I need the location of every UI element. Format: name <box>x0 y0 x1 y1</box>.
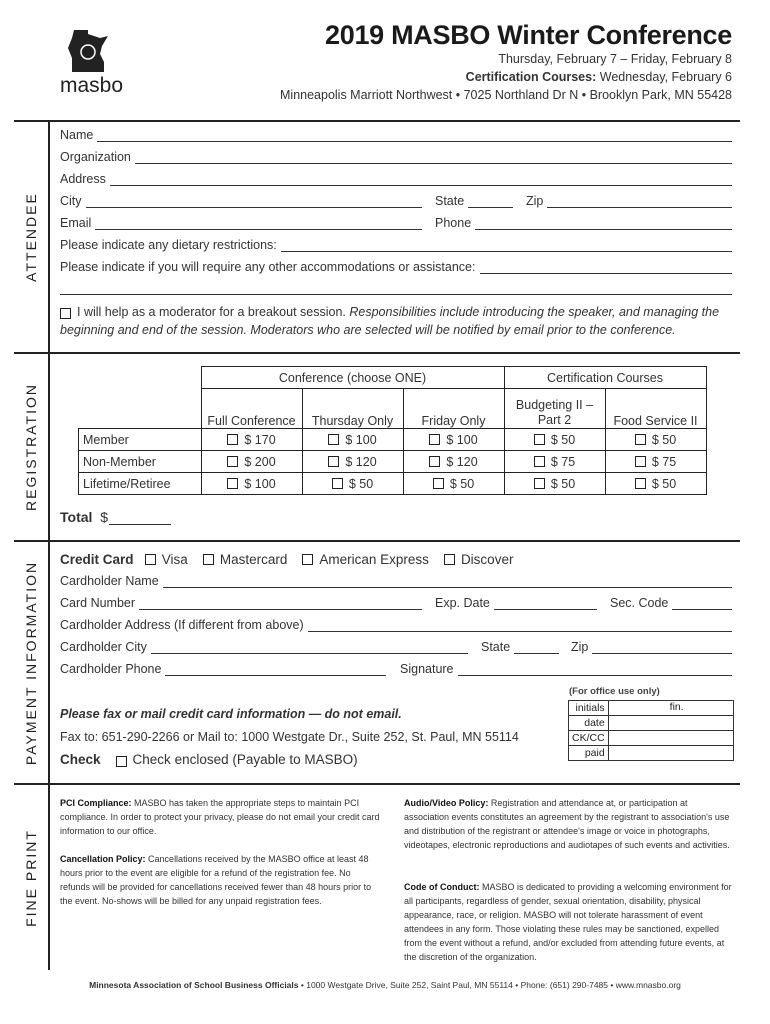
address-field[interactable]: Address <box>60 172 732 186</box>
price-option[interactable]: $ 100 <box>403 429 504 451</box>
section-fine-print: FINE PRINT <box>14 785 50 970</box>
fax-note: Please fax or mail credit card information — do not email. <box>60 707 402 721</box>
table-row: Member $ 170 $ 100 $ 100 $ 50 $ 50 <box>79 429 707 451</box>
section-registration: REGISTRATION <box>14 354 50 540</box>
card-number-field[interactable]: Card Number <box>60 596 422 610</box>
cardholder-phone-field[interactable]: Cardholder Phone <box>60 662 386 676</box>
logo-text: masbo <box>60 74 124 97</box>
av-policy: Audio/Video Policy: Registration and attendance at, or participation at association events constitutes an agreement by the registrant to association's use and distribution of the registrant or attendee's image or voice in photographs, videotapes, electronic reproductions and audiotapes of such events and activities. <box>404 798 730 850</box>
code-of-conduct: Code of Conduct: MASBO is dedicated to providing a welcoming environment for all participants, regardless of gender, sexual orientation, disability, physical appearance, race, or religion. MASBO will not tolerate harassment of event attendees in any form. Those violating these rules may be sanctioned, expelled from the event without a refund, and/or excluded from attending future events, at the discretion of the organization. <box>404 882 732 962</box>
price-option[interactable]: $ 100 <box>201 473 302 495</box>
pci-compliance: PCI Compliance: MASBO has taken the appropriate steps to maintain PCI compliance. In order to protect your privacy, please do not email your credit card information to our office. <box>60 798 380 836</box>
price-option[interactable]: $ 50 <box>504 429 605 451</box>
col-food: Food Service II <box>605 389 706 429</box>
col-thursday: Thursday Only <box>302 389 403 429</box>
price-option[interactable]: $ 50 <box>605 429 706 451</box>
name-field[interactable]: Name <box>60 128 732 142</box>
cert-header: Certification Courses <box>504 367 706 389</box>
price-option[interactable]: $ 170 <box>201 429 302 451</box>
conference-dates: Thursday, February 7 – Friday, February 8 <box>498 52 732 66</box>
minnesota-logo-icon <box>66 28 110 74</box>
col-budgeting: Budgeting II – Part 2 <box>504 389 605 429</box>
fax-to: Fax to: 651-290-2266 or Mail to: 1000 Westgate Dr., Suite 252, St. Paul, MN 55114 <box>60 730 519 744</box>
zip-field[interactable]: Zip <box>526 194 732 208</box>
amex-checkbox[interactable]: American Express <box>302 552 429 567</box>
price-option[interactable]: $ 50 <box>504 473 605 495</box>
payment-state-field[interactable]: State <box>481 640 559 654</box>
accommodations-field[interactable]: Please indicate if you will require any other accommodations or assistance: <box>60 260 732 274</box>
moderator-checkbox[interactable]: I will help as a moderator for a breakout session. Responsibilities include introducing the speaker, and managing the <box>60 305 719 319</box>
discover-checkbox[interactable]: Discover <box>444 552 514 567</box>
dietary-field[interactable]: Please indicate any dietary restrictions: <box>60 238 732 252</box>
cancellation-policy: Cancellation Policy: Cancellations received by the MASBO office at least 48 hours prior to the event are eligible for a refund of the registration fee. No refunds will be provided for cancellations received fewer than 48 hours prior to the event. No-shows will be billed for any unpaid registration fees. <box>60 854 372 906</box>
price-option[interactable]: $ 75 <box>504 451 605 473</box>
conference-header: Conference (choose ONE) <box>201 367 504 389</box>
col-friday: Friday Only <box>403 389 504 429</box>
section-attendee: ATTENDEE <box>14 122 50 352</box>
signature-field[interactable]: Signature <box>400 662 732 676</box>
exp-date-field[interactable]: Exp. Date <box>435 596 597 610</box>
registration-table <box>78 366 707 495</box>
payment-zip-field[interactable]: Zip <box>571 640 732 654</box>
section-payment: PAYMENT INFORMATION <box>14 542 50 783</box>
email-field[interactable]: Email <box>60 216 422 230</box>
price-option[interactable]: $ 120 <box>403 451 504 473</box>
price-option[interactable]: $ 50 <box>605 473 706 495</box>
table-row: Non-Member $ 200 $ 120 $ 120 $ 75 $ 75 <box>79 451 707 473</box>
office-use-label: (For office use only) <box>569 686 660 697</box>
organization-field[interactable]: Organization <box>60 150 732 164</box>
price-option[interactable]: $ 75 <box>605 451 706 473</box>
phone-field[interactable]: Phone <box>435 216 732 230</box>
state-field[interactable]: State <box>435 194 513 208</box>
check-row[interactable]: Check Check enclosed (Payable to MASBO) <box>60 752 358 767</box>
price-option[interactable]: $ 50 <box>302 473 403 495</box>
price-option[interactable]: $ 100 <box>302 429 403 451</box>
cert-dates: Certification Courses: Wednesday, February 6 <box>465 70 732 84</box>
visa-checkbox[interactable]: Visa <box>145 552 188 567</box>
table-row: Lifetime/Retiree $ 100 $ 50 $ 50 $ 50 $ 50 <box>79 473 707 495</box>
price-option[interactable]: $ 200 <box>201 451 302 473</box>
total-field[interactable]: Total $ <box>60 509 171 525</box>
mastercard-checkbox[interactable]: Mastercard <box>203 552 288 567</box>
cardholder-city-field[interactable]: Cardholder City <box>60 640 468 654</box>
credit-card-row: Credit Card Visa Mastercard American Express Discover <box>60 552 514 567</box>
cardholder-address-field[interactable]: Cardholder Address (If different from above) <box>60 618 732 632</box>
price-option[interactable]: $ 120 <box>302 451 403 473</box>
venue: Minneapolis Marriott Northwest • 7025 Northland Dr N • Brooklyn Park, MN 55428 <box>280 88 732 102</box>
price-option[interactable]: $ 50 <box>403 473 504 495</box>
page-title: 2019 MASBO Winter Conference <box>325 20 732 50</box>
accommodations-line2[interactable] <box>60 282 732 295</box>
cardholder-name-field[interactable]: Cardholder Name <box>60 574 732 588</box>
city-field[interactable]: City <box>60 194 422 208</box>
moderator-note: beginning and end of the session. Moderators who are selected will be notified by email prior to the conference. <box>60 323 676 337</box>
col-full: Full Conference <box>201 389 302 429</box>
sec-code-field[interactable]: Sec. Code <box>610 596 732 610</box>
footer: Minnesota Association of School Business Officials • 1000 Westgate Drive, Suite 252, Saint Paul, MN 55114 • Phone: (651) 290-7485 • www.mnasbo.org <box>89 980 681 990</box>
office-use-table: initials fin. date CK/CC paid <box>568 700 734 761</box>
